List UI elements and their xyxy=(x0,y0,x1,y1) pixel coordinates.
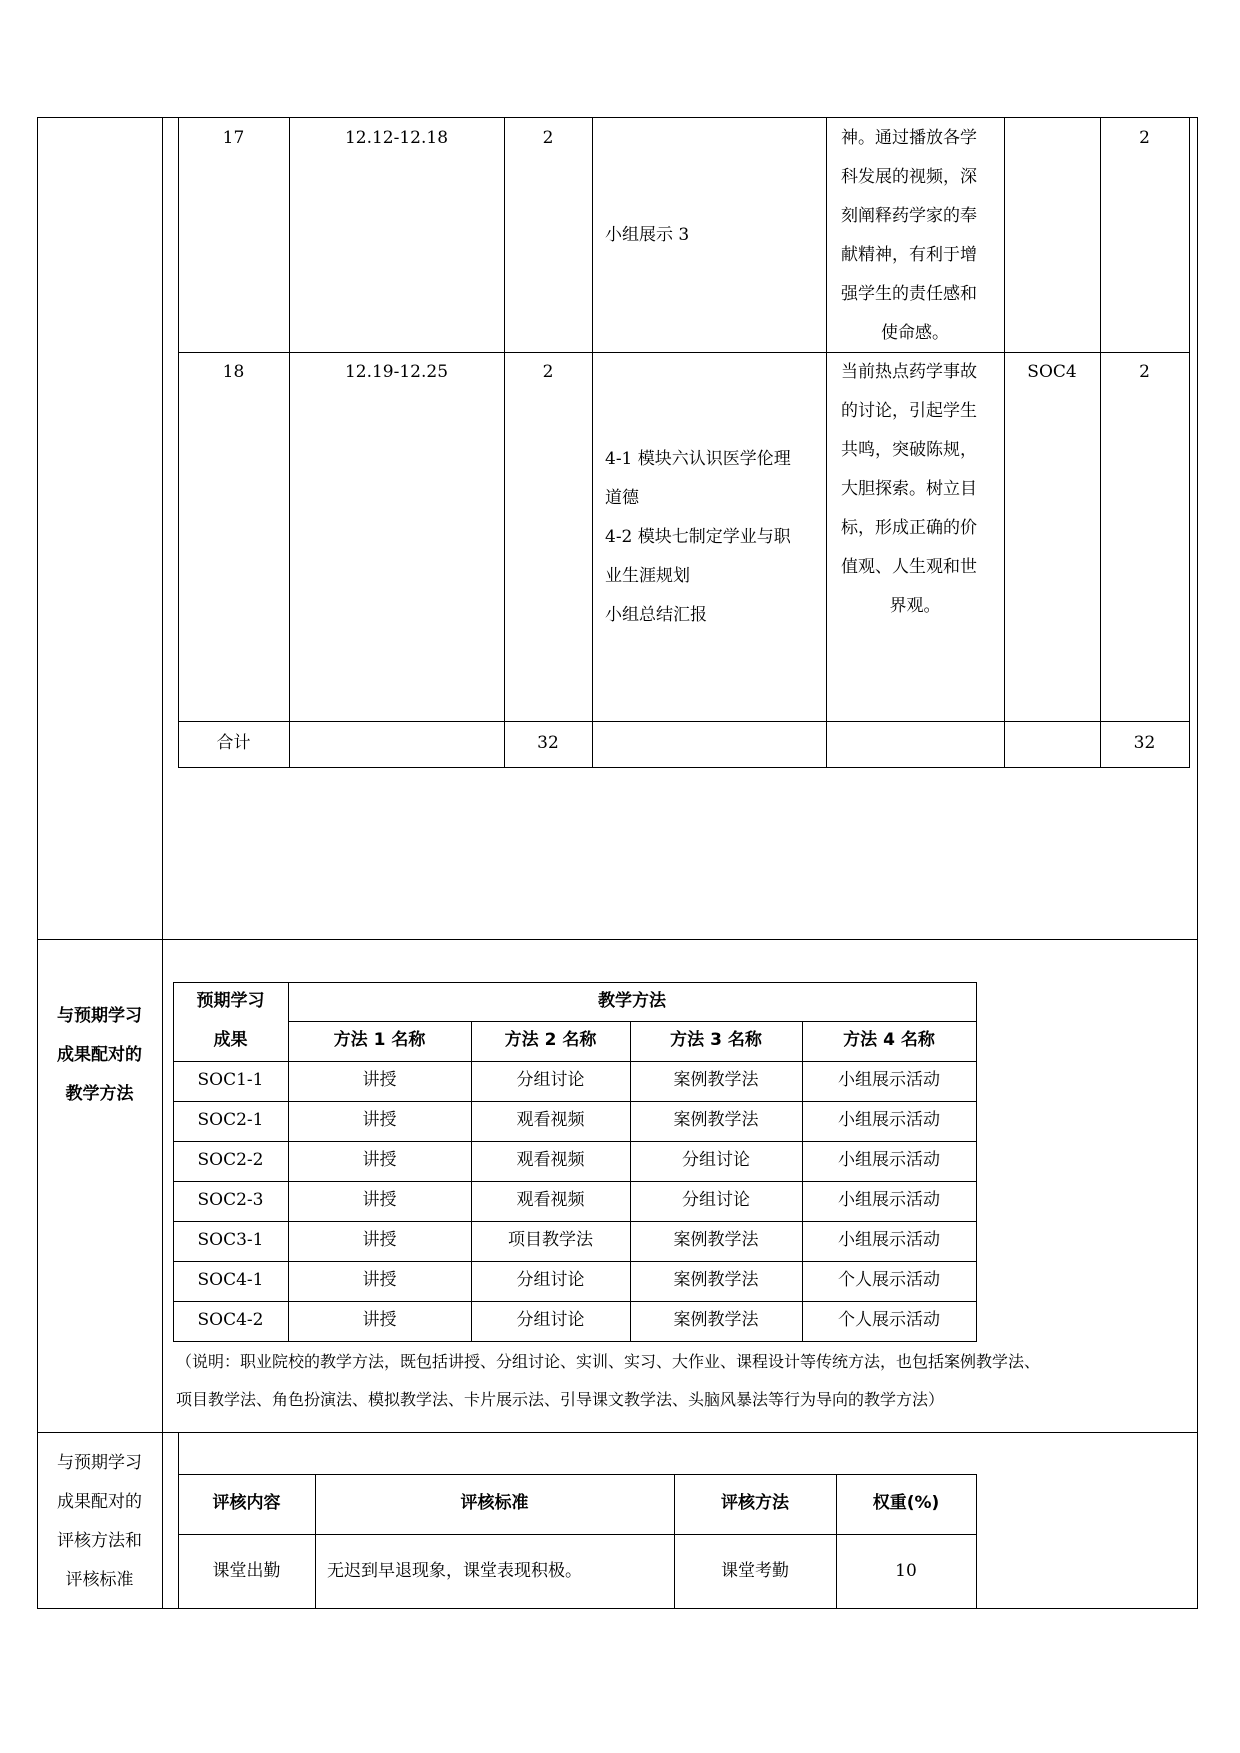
outer-divider-1 xyxy=(37,939,1198,940)
outer-left-border xyxy=(37,117,38,1609)
header-assess-method: 评核方法 xyxy=(721,1493,789,1513)
outer-right-border xyxy=(1197,117,1198,1609)
week-total: 2 xyxy=(1139,362,1150,382)
header-outcome: 成果 xyxy=(213,1030,248,1050)
sum-total: 32 xyxy=(1133,733,1156,753)
sum-hours: 32 xyxy=(537,733,559,753)
week-number: 17 xyxy=(222,128,245,148)
outer-label-divider xyxy=(162,117,163,1609)
header-method-1: 方法 1 名称 xyxy=(333,1030,426,1050)
week-hours: 2 xyxy=(542,362,554,382)
outer-divider-2 xyxy=(37,1432,1198,1433)
header-assess-weight: 权重(%) xyxy=(872,1493,940,1513)
week-total: 2 xyxy=(1139,128,1150,148)
week-number: 18 xyxy=(222,362,245,382)
outer-bottom-border xyxy=(37,1608,1198,1609)
sum-label: 合计 xyxy=(216,733,251,753)
week-outcome: SOC4 xyxy=(1027,362,1077,382)
week-dates: 12.12-12.18 xyxy=(344,128,449,148)
header-method-2: 方法 2 名称 xyxy=(504,1030,597,1050)
week-hours: 2 xyxy=(542,128,554,148)
week-dates: 12.19-12.25 xyxy=(344,362,449,382)
header-methods-group: 教学方法 xyxy=(598,991,666,1011)
header-method-3: 方法 3 名称 xyxy=(670,1030,762,1050)
header-outcome: 预期学习 xyxy=(196,991,265,1011)
week-content: 小组展示 3 xyxy=(605,225,690,245)
header-method-4: 方法 4 名称 xyxy=(843,1030,935,1050)
header-assess-standard: 评核标准 xyxy=(460,1493,529,1513)
header-assess-content: 评核内容 xyxy=(212,1493,281,1513)
outer-top-border xyxy=(37,117,1198,118)
